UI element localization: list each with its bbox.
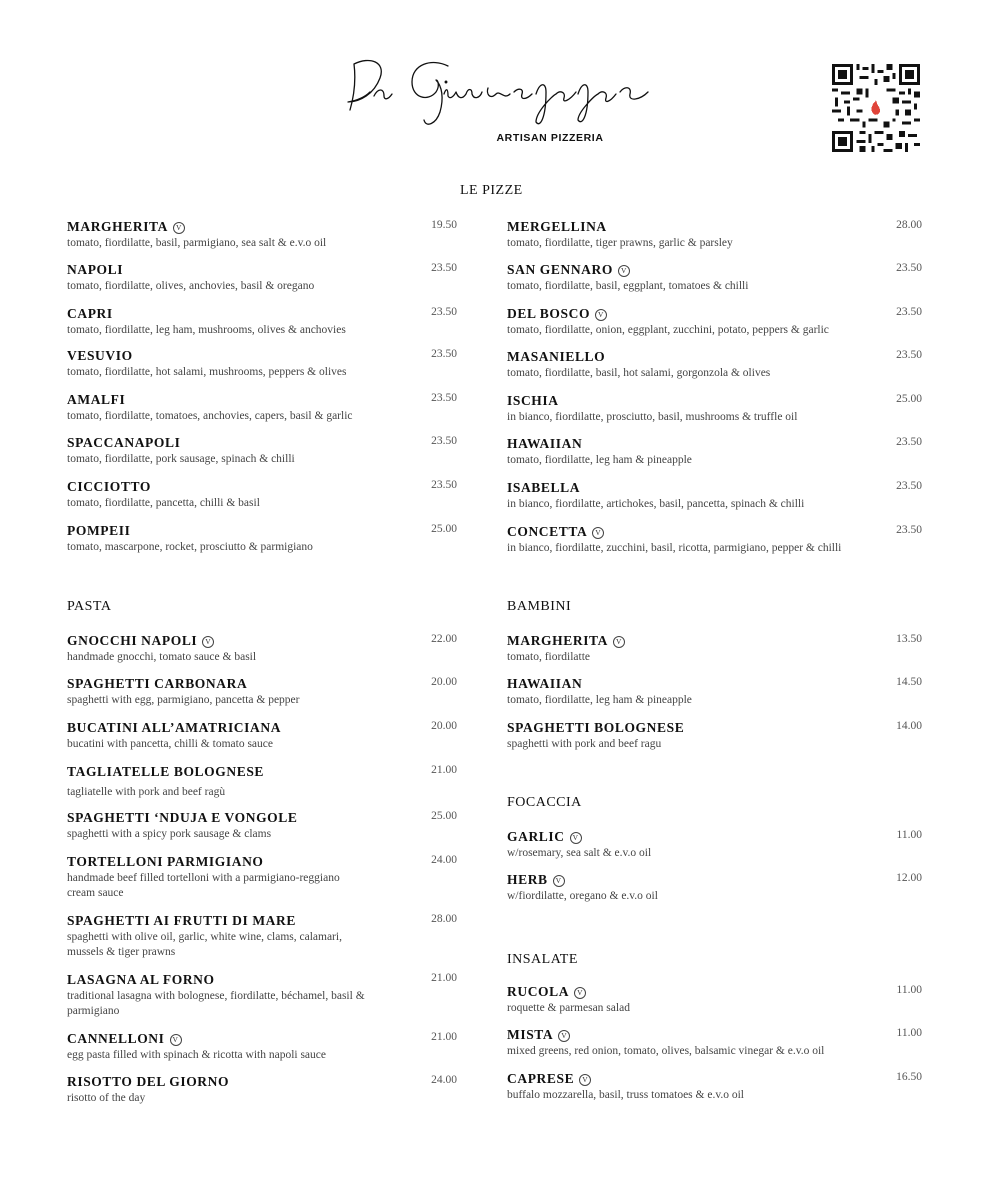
menu-item-title: AMALFI [67,392,126,407]
menu-item-title: GNOCCHI NAPOLI [67,633,198,648]
menu-item [507,480,922,512]
menu-item [507,393,922,425]
menu-item [507,219,922,251]
menu-item-description: tomato, fiordilatte, hot salami, mushrooms, peppers & olives [67,366,347,378]
menu-item-title: TORTELLONI PARMIGIANO [67,854,264,869]
menu-item-title: SPACCANAPOLI [67,435,181,450]
menu-item-price: 20.00 [431,676,457,688]
menu-item-description: tomato, fiordilatte, basil, eggplant, tomatoes & chilli [507,280,749,292]
menu-item-title: SPAGHETTI CARBONARA [67,676,248,691]
menu-item-name [507,480,922,496]
menu-item-price: 23.50 [431,435,457,447]
menu-item-price: 23.50 [431,392,457,404]
menu-item [507,306,922,338]
menu-item-description: buffalo mozzarella, basil, truss tomatoes & e.v.o oil [507,1089,744,1101]
menu-item [67,720,457,752]
menu-item [507,1027,922,1059]
menu-item-description: handmade beef filled tortelloni with a parmigiano-reggiano cream sauce [67,872,340,899]
vegetarian-icon: V [570,832,582,844]
menu-item [67,262,457,294]
menu-item-price: 28.00 [431,913,457,925]
menu-item-title: HERB [507,872,548,887]
menu-item [67,306,457,338]
menu-item-description: spaghetti with olive oil, garlic, white wine, clams, calamari, mussels & tiger prawns [67,931,342,958]
menu-item-price: 24.00 [431,854,457,866]
menu-item-price: 14.00 [896,720,922,732]
menu-item-name [67,720,457,736]
menu-item-title: MARGHERITA [507,633,609,648]
menu-item-description: tomato, fiordilatte, leg ham & pineapple [507,454,692,466]
menu-item-price: 11.00 [896,984,922,996]
menu-item [67,913,457,960]
menu-item [67,633,457,665]
menu-item-description: tomato, fiordilatte, tomatoes, anchovies, capers, basil & garlic [67,410,353,422]
menu-item-description: tomato, fiordilatte, leg ham & pineapple [507,694,692,706]
menu-item-price: 23.50 [896,349,922,361]
vegetarian-icon: V [170,1034,182,1046]
menu-item-description: tomato, fiordilatte, pancetta, chilli & basil [67,497,260,509]
menu-item-title: RUCOLA [507,984,570,999]
menu-item-title: CANNELLONI [67,1031,165,1046]
menu-item-description: handmade gnocchi, tomato sauce & basil [67,651,257,663]
menu-item-name [507,872,922,888]
menu-item-name [67,392,457,408]
menu-item-price: 25.00 [896,393,922,405]
vegetarian-icon: V [618,265,630,277]
menu-item-name [67,854,457,870]
menu-item-price: 23.50 [896,436,922,448]
menu-item [67,479,457,511]
menu-item-name [67,913,457,929]
menu-item-title: NAPOLI [67,262,124,277]
menu-item-title: HAWAIIAN [507,676,583,691]
menu-item-price: 13.50 [896,633,922,645]
menu-item-name [507,720,922,736]
menu-item-description: roquette & parmesan salad [507,1002,630,1014]
section-heading-insalate: INSALATE [507,952,578,967]
menu-item-title: SPAGHETTI ‘NDUJA E VONGOLE [67,810,298,825]
section-heading-focaccia: FOCACCIA [507,795,582,810]
menu-item-description: tomato, fiordilatte, olives, anchovies, basil & oregano [67,280,315,292]
menu-item-price: 23.50 [431,479,457,491]
menu-item-description: mixed greens, red onion, tomato, olives, balsamic vinegar & e.v.o oil [507,1045,825,1057]
menu-item-description: traditional lasagna with bolognese, fiordilatte, béchamel, basil & parmigiano [67,990,365,1017]
menu-item-name [67,810,457,826]
menu-item-title: DEL BOSCO [507,306,591,321]
menu-item-name [67,348,457,364]
menu-item-name [507,1027,922,1043]
menu-item-description: tomato, mascarpone, rocket, prosciutto & parmigiano [67,541,313,553]
menu-item-price: 16.50 [896,1071,922,1083]
menu-item-title: MISTA [507,1027,554,1042]
menu-item-price: 22.00 [431,633,457,645]
menu-item-title: ISCHIA [507,393,559,408]
menu-item-name [67,306,457,322]
menu-item-name [507,306,922,322]
menu-item-name [67,676,457,692]
menu-item-price: 23.50 [896,524,922,536]
menu-item-name [67,972,457,988]
menu-item-description: egg pasta filled with spinach & ricotta with napoli sauce [67,1049,326,1061]
menu-item-description: spaghetti with pork and beef ragu [507,738,662,750]
menu-item-title: VESUVIO [67,348,133,363]
menu-item [507,984,922,1016]
menu-item-description: w/rosemary, sea salt & e.v.o oil [507,847,652,859]
menu-item-description: tomato, fiordilatte, tiger prawns, garlic & parsley [507,237,733,249]
vegetarian-icon: V [173,222,185,234]
menu-item-title: CAPRESE [507,1071,575,1086]
menu-item-title: SAN GENNARO [507,262,613,277]
menu-item-name [507,524,922,540]
menu-item [507,1071,922,1103]
menu-item-name [67,479,457,495]
menu-item-description: in bianco, fiordilatte, prosciutto, basil, mushrooms & truffle oil [507,411,798,423]
vegetarian-icon: V [574,987,586,999]
menu-item-price: 23.50 [896,480,922,492]
menu-item-name [67,1074,457,1090]
menu-item-description: tomato, fiordilatte, leg ham, mushrooms, olives & anchovies [67,324,346,336]
section-heading-pizze: LE PIZZE [460,183,523,198]
menu-item-title: SPAGHETTI BOLOGNESE [507,720,685,735]
menu-item [507,349,922,381]
menu-item-name [507,349,922,365]
vegetarian-icon: V [553,875,565,887]
menu-item-title: GARLIC [507,829,565,844]
menu-item [67,1074,457,1106]
menu-item [67,348,457,380]
vegetarian-icon: V [613,636,625,648]
menu-item-name [67,633,457,649]
menu-item-title: CONCETTA [507,524,588,539]
vegetarian-icon: V [558,1030,570,1042]
menu-item-name [67,262,457,278]
menu-item-name [507,829,922,845]
menu-item [67,854,457,901]
menu-item-price: 12.00 [896,872,922,884]
menu-item [67,1031,457,1063]
menu-item-description: spaghetti with a spicy pork sausage & clams [67,828,272,840]
section-heading-bambini: BAMBINI [507,599,572,614]
menu-item-description: tomato, fiordilatte, pork sausage, spinach & chilli [67,453,295,465]
section-heading-pasta: PASTA [67,599,112,614]
logo-subtitle: ARTISAN PIZZERIA [496,132,604,144]
menu-item-price: 25.00 [431,810,457,822]
menu-item-title: MARGHERITA [67,219,169,234]
menu-item-name [507,436,922,452]
menu-item-price: 25.00 [431,523,457,535]
vegetarian-icon: V [595,309,607,321]
restaurant-logo [340,52,660,147]
menu-item [507,262,922,294]
menu-item-description: in bianco, fiordilatte, artichokes, basil, pancetta, spinach & chilli [507,498,805,510]
vegetarian-icon: V [202,636,214,648]
menu-item [507,524,922,556]
qr-code[interactable] [832,64,920,152]
menu-item [507,829,922,861]
menu-item-title: TAGLIATELLE BOLOGNESE [67,764,265,779]
menu-item-name [507,633,922,649]
menu-item-price: 21.00 [431,1031,457,1043]
menu-item-title: CICCIOTTO [67,479,151,494]
menu-item [67,764,457,800]
menu-item-name [507,393,922,409]
menu-item [67,972,457,1019]
menu-item-name [67,435,457,451]
menu-item-price: 14.50 [896,676,922,688]
menu-item-price: 21.00 [431,764,457,776]
menu-item-price: 23.50 [431,262,457,274]
menu-item [507,720,922,752]
menu-item [507,633,922,665]
vegetarian-icon: V [579,1074,591,1086]
menu-item-price: 11.00 [896,1027,922,1039]
logo-signature [340,52,660,132]
menu-item-price: 24.00 [431,1074,457,1086]
menu-item-name [507,262,922,278]
menu-item-title: MERGELLINA [507,219,607,234]
menu-item-name [67,1031,457,1047]
menu-item-price: 28.00 [896,219,922,231]
menu-item-name [507,219,922,235]
menu-item [507,436,922,468]
menu-item-price: 19.50 [431,219,457,231]
menu-item [67,676,457,708]
menu-item-description: spaghetti with egg, parmigiano, pancetta & pepper [67,694,300,706]
menu-item [507,676,922,708]
menu-item-name [67,219,457,235]
menu-item-name [67,764,457,780]
menu-item-name [507,676,922,692]
menu-item-price: 11.00 [896,829,922,841]
menu-item [67,392,457,424]
menu-item-description: tomato, fiordilatte, basil, hot salami, gorgonzola & olives [507,367,771,379]
menu-item-price: 23.50 [431,306,457,318]
menu-item-title: HAWAIIAN [507,436,583,451]
menu-item-price: 21.00 [431,972,457,984]
menu-item-name [67,523,457,539]
menu-item [67,435,457,467]
menu-item-description: bucatini with pancetta, chilli & tomato sauce [67,738,273,750]
menu-item-price: 20.00 [431,720,457,732]
menu-item [67,810,457,842]
menu-item-price: 23.50 [896,306,922,318]
menu-item-price: 23.50 [896,262,922,274]
menu-item [507,872,922,904]
menu-item-title: ISABELLA [507,480,581,495]
menu-item-description: tagliatelle with pork and beef ragù [67,786,226,798]
menu-item-description: tomato, fiordilatte, basil, parmigiano, sea salt & e.v.o oil [67,237,327,249]
menu-item-title: LASAGNA AL FORNO [67,972,215,987]
menu-item-name [507,984,922,1000]
menu-item-title: CAPRI [67,306,113,321]
menu-item-title: POMPEII [67,523,131,538]
menu-item-description: w/fiordilatte, oregano & e.v.o oil [507,890,658,902]
menu-item-name [507,1071,922,1087]
menu-item-description: tomato, fiordilatte [507,651,591,663]
menu-item-description: in bianco, fiordilatte, zucchini, basil, ricotta, parmigiano, pepper & chilli [507,542,842,554]
menu-item-description: risotto of the day [67,1092,146,1104]
menu-item-title: RISOTTO DEL GIORNO [67,1074,230,1089]
vegetarian-icon: V [592,527,604,539]
menu-item-price: 23.50 [431,348,457,360]
menu-item-description: tomato, fiordilatte, onion, eggplant, zucchini, potato, peppers & garlic [507,324,829,336]
menu-item-title: BUCATINI ALL’AMATRICIANA [67,720,282,735]
menu-item-title: SPAGHETTI AI FRUTTI DI MARE [67,913,296,928]
menu-item-title: MASANIELLO [507,349,606,364]
menu-item [67,219,457,251]
menu-item [67,523,457,555]
